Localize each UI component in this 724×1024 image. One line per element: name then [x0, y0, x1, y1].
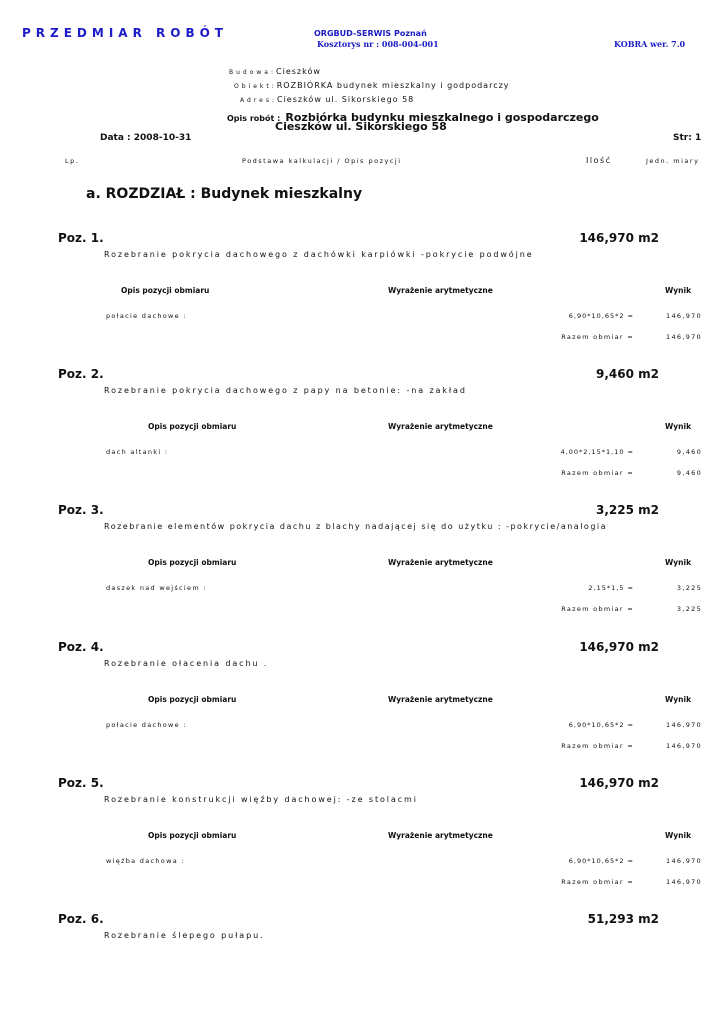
measure-expression: 6,90*10,65*2 = [568, 312, 634, 320]
measure-result: 9,460 [676, 448, 702, 456]
position-quantity: 3,225 m2 [596, 503, 659, 517]
document-title: PRZEDMIAR ROBÓT [22, 26, 228, 40]
measure-expression: 6,90*10,65*2 = [568, 721, 634, 729]
measure-description: połacie dachowe : [106, 721, 187, 729]
total-label: Razem obmiar = [561, 469, 634, 477]
budowa-value: Cieszków [276, 67, 321, 76]
th-wyrazenie: Wyrażenie arytmetyczne [388, 422, 493, 431]
obiekt-value: ROZBIÓRKA budynek mieszkalny i godpodarczy [276, 81, 510, 90]
th-wynik: Wynik [665, 695, 692, 704]
total-value: 146,970 [666, 333, 702, 341]
document-date: Data : 2008-10-31 [100, 133, 192, 143]
obiekt-row [234, 81, 510, 90]
chapter-heading: a. ROZDZIAŁ : Budynek mieszkalny [86, 186, 363, 202]
position-description: Rozebranie ołacenia dachu . [104, 659, 269, 668]
opis-label: Opis robót : [227, 114, 281, 123]
adres-label: Adres: [240, 97, 277, 104]
measure-result: 3,225 [676, 584, 702, 592]
col-lp: Lp. [65, 157, 80, 165]
software-version: KOBRA wer. 7.0 [614, 39, 686, 49]
total-label: Razem obmiar = [561, 878, 634, 886]
measure-result: 146,970 [666, 857, 702, 865]
position-quantity: 146,970 m2 [579, 776, 659, 790]
th-opis: Opis pozycji obmiaru [148, 831, 237, 840]
position-description: Rozebranie konstrukcji więźby dachowej: -ze stolacmi [104, 795, 418, 804]
th-wynik: Wynik [665, 831, 692, 840]
position-description: Rozebranie pokrycia dachowego z papy na betonie: -na zakład [104, 386, 467, 395]
position-quantity: 9,460 m2 [596, 367, 659, 381]
th-opis: Opis pozycji obmiaru [148, 558, 237, 567]
total-value: 146,970 [666, 878, 702, 886]
position-number: Poz. 5. [58, 776, 104, 790]
col-podstawa: Podstawa kalkulacji / Opis pozycji [242, 157, 402, 165]
budowa-row [229, 67, 321, 76]
measure-description: dach altanki : [106, 448, 169, 456]
th-opis: Opis pozycji obmiaru [121, 286, 210, 295]
total-label: Razem obmiar = [561, 742, 634, 750]
obiekt-label: Obiekt: [234, 83, 277, 90]
position-description: Rozebranie pokrycia dachowego z dachówki karpiówki -pokrycie podwójne [104, 250, 534, 259]
th-wyrazenie: Wyrażenie arytmetyczne [388, 558, 493, 567]
measure-expression: 6,90*10,65*2 = [568, 857, 634, 865]
position-quantity: 51,293 m2 [587, 912, 659, 926]
company-name: ORGBUD-SERWIS Poznań [314, 29, 427, 38]
col-jedn: Jedn. miary [646, 157, 700, 165]
position-number: Poz. 2. [58, 367, 104, 381]
position-number: Poz. 1. [58, 231, 104, 245]
page-number: Str: 1 [673, 133, 702, 143]
adres-value: Cieszków ul. Sikorskiego 58 [276, 95, 415, 104]
th-wynik: Wynik [665, 558, 692, 567]
position-number: Poz. 3. [58, 503, 104, 517]
total-value: 146,970 [666, 742, 702, 750]
position-quantity: 146,970 m2 [579, 231, 659, 245]
total-value: 3,225 [676, 605, 702, 613]
measure-description: daszek nad wejściem : [106, 584, 207, 592]
th-wyrazenie: Wyrażenie arytmetyczne [388, 286, 493, 295]
th-opis: Opis pozycji obmiaru [148, 422, 237, 431]
th-wyrazenie: Wyrażenie arytmetyczne [388, 831, 493, 840]
th-wynik: Wynik [665, 422, 692, 431]
opis-line1: Rozbiórka budynku mieszkalnego i gospodarczego [285, 111, 599, 124]
measure-result: 146,970 [666, 312, 702, 320]
th-opis: Opis pozycji obmiaru [148, 695, 237, 704]
estimate-number: Kosztorys nr : 008-004-001 [317, 39, 439, 49]
measure-result: 146,970 [666, 721, 702, 729]
total-label: Razem obmiar = [561, 605, 634, 613]
budowa-label: Budowa: [229, 69, 277, 76]
opis-line2: Cieszków ul. Sikorskiego 58 [275, 120, 447, 133]
total-value: 9,460 [676, 469, 702, 477]
total-label: Razem obmiar = [561, 333, 634, 341]
measure-expression: 2,15*1,5 = [588, 584, 634, 592]
position-description: Rozebranie ślepego pułapu. [104, 931, 265, 940]
measure-description: więźba dachowa : [106, 857, 185, 865]
adres-row [240, 95, 414, 104]
th-wyrazenie: Wyrażenie arytmetyczne [388, 695, 493, 704]
position-quantity: 146,970 m2 [579, 640, 659, 654]
position-number: Poz. 6. [58, 912, 104, 926]
position-number: Poz. 4. [58, 640, 104, 654]
th-wynik: Wynik [665, 286, 692, 295]
col-ilosc: Ilość [586, 156, 612, 165]
position-description: Rozebranie elementów pokrycia dachu z blachy nadającej się do użytku : -pokrycie/analogia [104, 522, 608, 531]
measure-description: połacie dachowe : [106, 312, 187, 320]
measure-expression: 4,00*2,15*1,10 = [560, 448, 634, 456]
